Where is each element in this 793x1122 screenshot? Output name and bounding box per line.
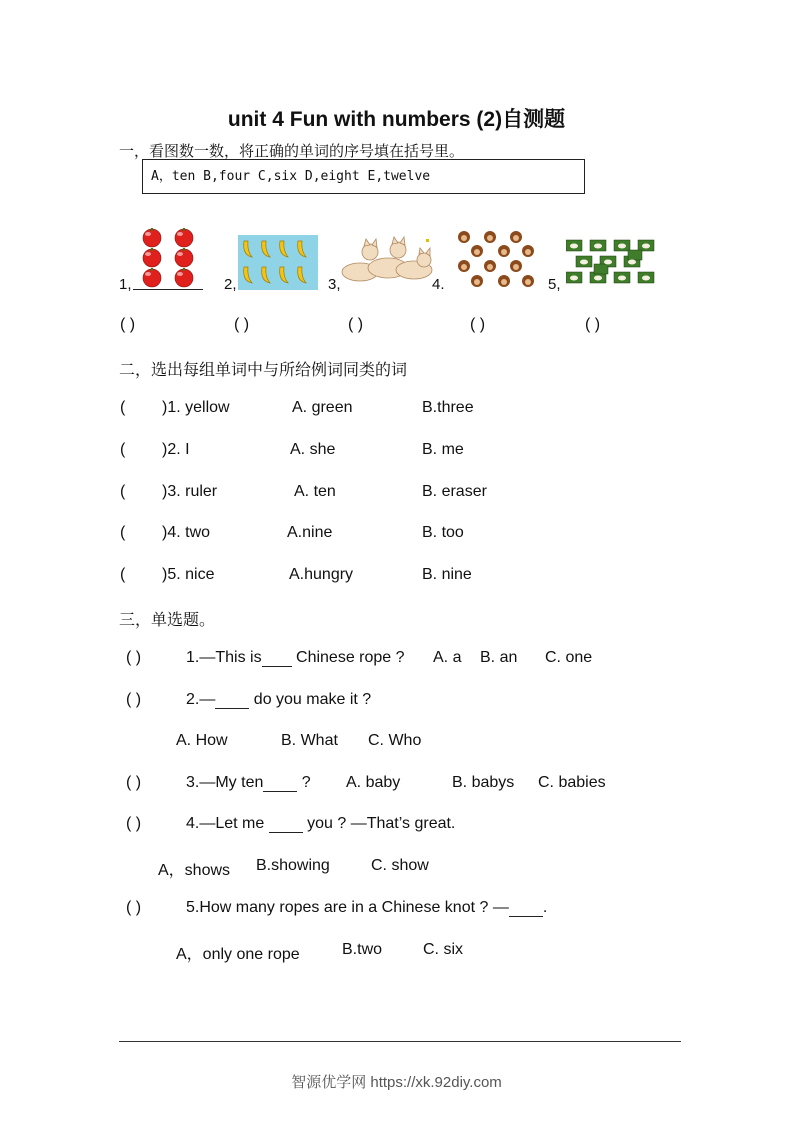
bananas-picture (238, 235, 318, 290)
footer-divider (119, 1041, 681, 1042)
s3-q5-option-a[interactable]: A，only one rope (176, 946, 300, 963)
s3-q3-stem (186, 774, 311, 792)
s2-q3-paren[interactable]: ( (120, 483, 126, 500)
s3-q5-stem (186, 899, 547, 917)
s3-q4-option-b[interactable]: B.showing (256, 857, 330, 874)
s2-q1-option-b[interactable]: B.three (422, 399, 474, 416)
s2-q4-option-b[interactable]: B. too (422, 524, 464, 541)
s2-q2-option-b[interactable]: B. me (422, 441, 464, 458)
s2-q2-paren[interactable]: ( (120, 441, 126, 458)
s3-q2-stem-pre: 2.— (186, 691, 216, 708)
options-text: A，ten B,four C,six D,eight E,twelve (151, 169, 431, 184)
s3-q4-stem (186, 815, 455, 833)
s2-q2-option-a[interactable]: A. she (290, 441, 336, 458)
s3-q3-stem-post: ? (297, 774, 311, 791)
answer-blank-3[interactable]: ( ) (348, 316, 364, 333)
s2-q4-paren[interactable]: ( (120, 524, 126, 541)
answer-blank-4[interactable]: ( ) (470, 316, 486, 333)
s3-q3-stem-pre: 3.—My ten (186, 774, 264, 791)
s2-q3-option-a[interactable]: A. ten (294, 483, 336, 500)
s2-q5-word: )5. nice (162, 566, 215, 583)
s3-q1-option-b[interactable]: B. an (480, 649, 518, 666)
label-underline (133, 289, 203, 290)
s3-q4-stem-pre: 4.—Let me (186, 815, 269, 832)
picture-label-1: 1, (119, 276, 132, 293)
s3-q1-option-c[interactable]: C. one (545, 649, 593, 666)
monkeys-picture (454, 229, 536, 289)
s3-q5-blank[interactable] (509, 900, 543, 917)
s2-q1-word: )1. yellow (162, 399, 230, 416)
s2-q3-option-b[interactable]: B. eraser (422, 483, 487, 500)
s2-q5-option-a[interactable]: A.hungry (289, 566, 354, 583)
s3-q2-stem-post: do you make it ? (249, 691, 372, 708)
s2-q2-word: )2. I (162, 441, 190, 458)
s3-q3-paren[interactable]: ( ) (126, 774, 142, 791)
s2-q3-word: )3. ruler (162, 483, 218, 500)
s3-q3-option-b[interactable]: B. babys (452, 774, 515, 791)
picture-label-5: 5, (548, 276, 561, 293)
apples-picture (138, 227, 198, 289)
footer-watermark: 智源优学网 https://xk.92diy.com (291, 1074, 502, 1091)
s3-q4-option-c[interactable]: C. show (371, 857, 429, 874)
answer-blank-5[interactable]: ( ) (585, 316, 601, 333)
s2-q1-option-a[interactable]: A. green (292, 399, 353, 416)
s3-q2-paren[interactable]: ( ) (126, 691, 142, 708)
s3-q5-paren[interactable]: ( ) (126, 899, 142, 916)
s3-q3-blank[interactable] (263, 775, 297, 792)
answer-blank-2[interactable]: ( ) (234, 316, 250, 333)
s3-q5-stem-pre: 5.How many ropes are in a Chinese knot ? — (186, 899, 509, 916)
s2-q1-paren[interactable]: ( (120, 399, 126, 416)
s3-q4-blank[interactable] (269, 816, 303, 833)
s3-q3-option-a[interactable]: A. baby (346, 774, 401, 791)
s3-q2-option-a[interactable]: A. How (176, 732, 228, 749)
s3-q2-stem (186, 691, 371, 709)
s3-q4-option-a[interactable]: A，shows (158, 862, 231, 879)
section-2-heading: 二，选出每组单词中与所给例词同类的词 (119, 360, 408, 379)
s3-q4-stem-post: you ? —That’s great. (302, 815, 456, 832)
s3-q2-option-b[interactable]: B. What (281, 732, 338, 749)
s2-q4-word: )4. two (162, 524, 211, 541)
s3-q2-option-c[interactable]: C. Who (368, 732, 422, 749)
s3-q4-paren[interactable]: ( ) (126, 815, 142, 832)
section-1-heading: 一，看图数一数，将正确的单词的序号填在括号里。 (119, 142, 465, 160)
s3-q1-option-a[interactable]: A. a (433, 649, 462, 666)
s3-q1-stem-pre: 1.—This is (186, 649, 262, 666)
s3-q3-option-c[interactable]: C. babies (538, 774, 606, 791)
cats-picture (340, 236, 436, 286)
s3-q1-blank[interactable] (262, 650, 292, 667)
answer-blank-1[interactable]: ( ) (120, 316, 136, 333)
s2-q5-paren[interactable]: ( (120, 566, 126, 583)
s3-q5-option-c[interactable]: C. six (423, 941, 463, 958)
page-title: unit 4 Fun with numbers (2)自测题 (227, 108, 566, 131)
picture-label-3: 3, (328, 276, 341, 293)
s3-q5-option-b[interactable]: B.two (342, 941, 383, 958)
options-box (142, 159, 585, 194)
s3-q5-stem-post: . (542, 899, 548, 916)
picture-label-4: 4. (432, 276, 445, 293)
s3-q1-paren[interactable]: ( ) (126, 649, 142, 666)
s2-q5-option-b[interactable]: B. nine (422, 566, 472, 583)
s3-q1-stem-post: Chinese rope ? (291, 649, 405, 666)
s2-q4-option-a[interactable]: A.nine (287, 524, 333, 541)
picture-label-2: 2, (224, 276, 237, 293)
sheep-photos-picture (566, 238, 656, 290)
s3-q1-stem (186, 649, 405, 667)
section-3-heading: 三，单选题。 (119, 610, 216, 629)
s3-q2-blank[interactable] (215, 692, 249, 709)
